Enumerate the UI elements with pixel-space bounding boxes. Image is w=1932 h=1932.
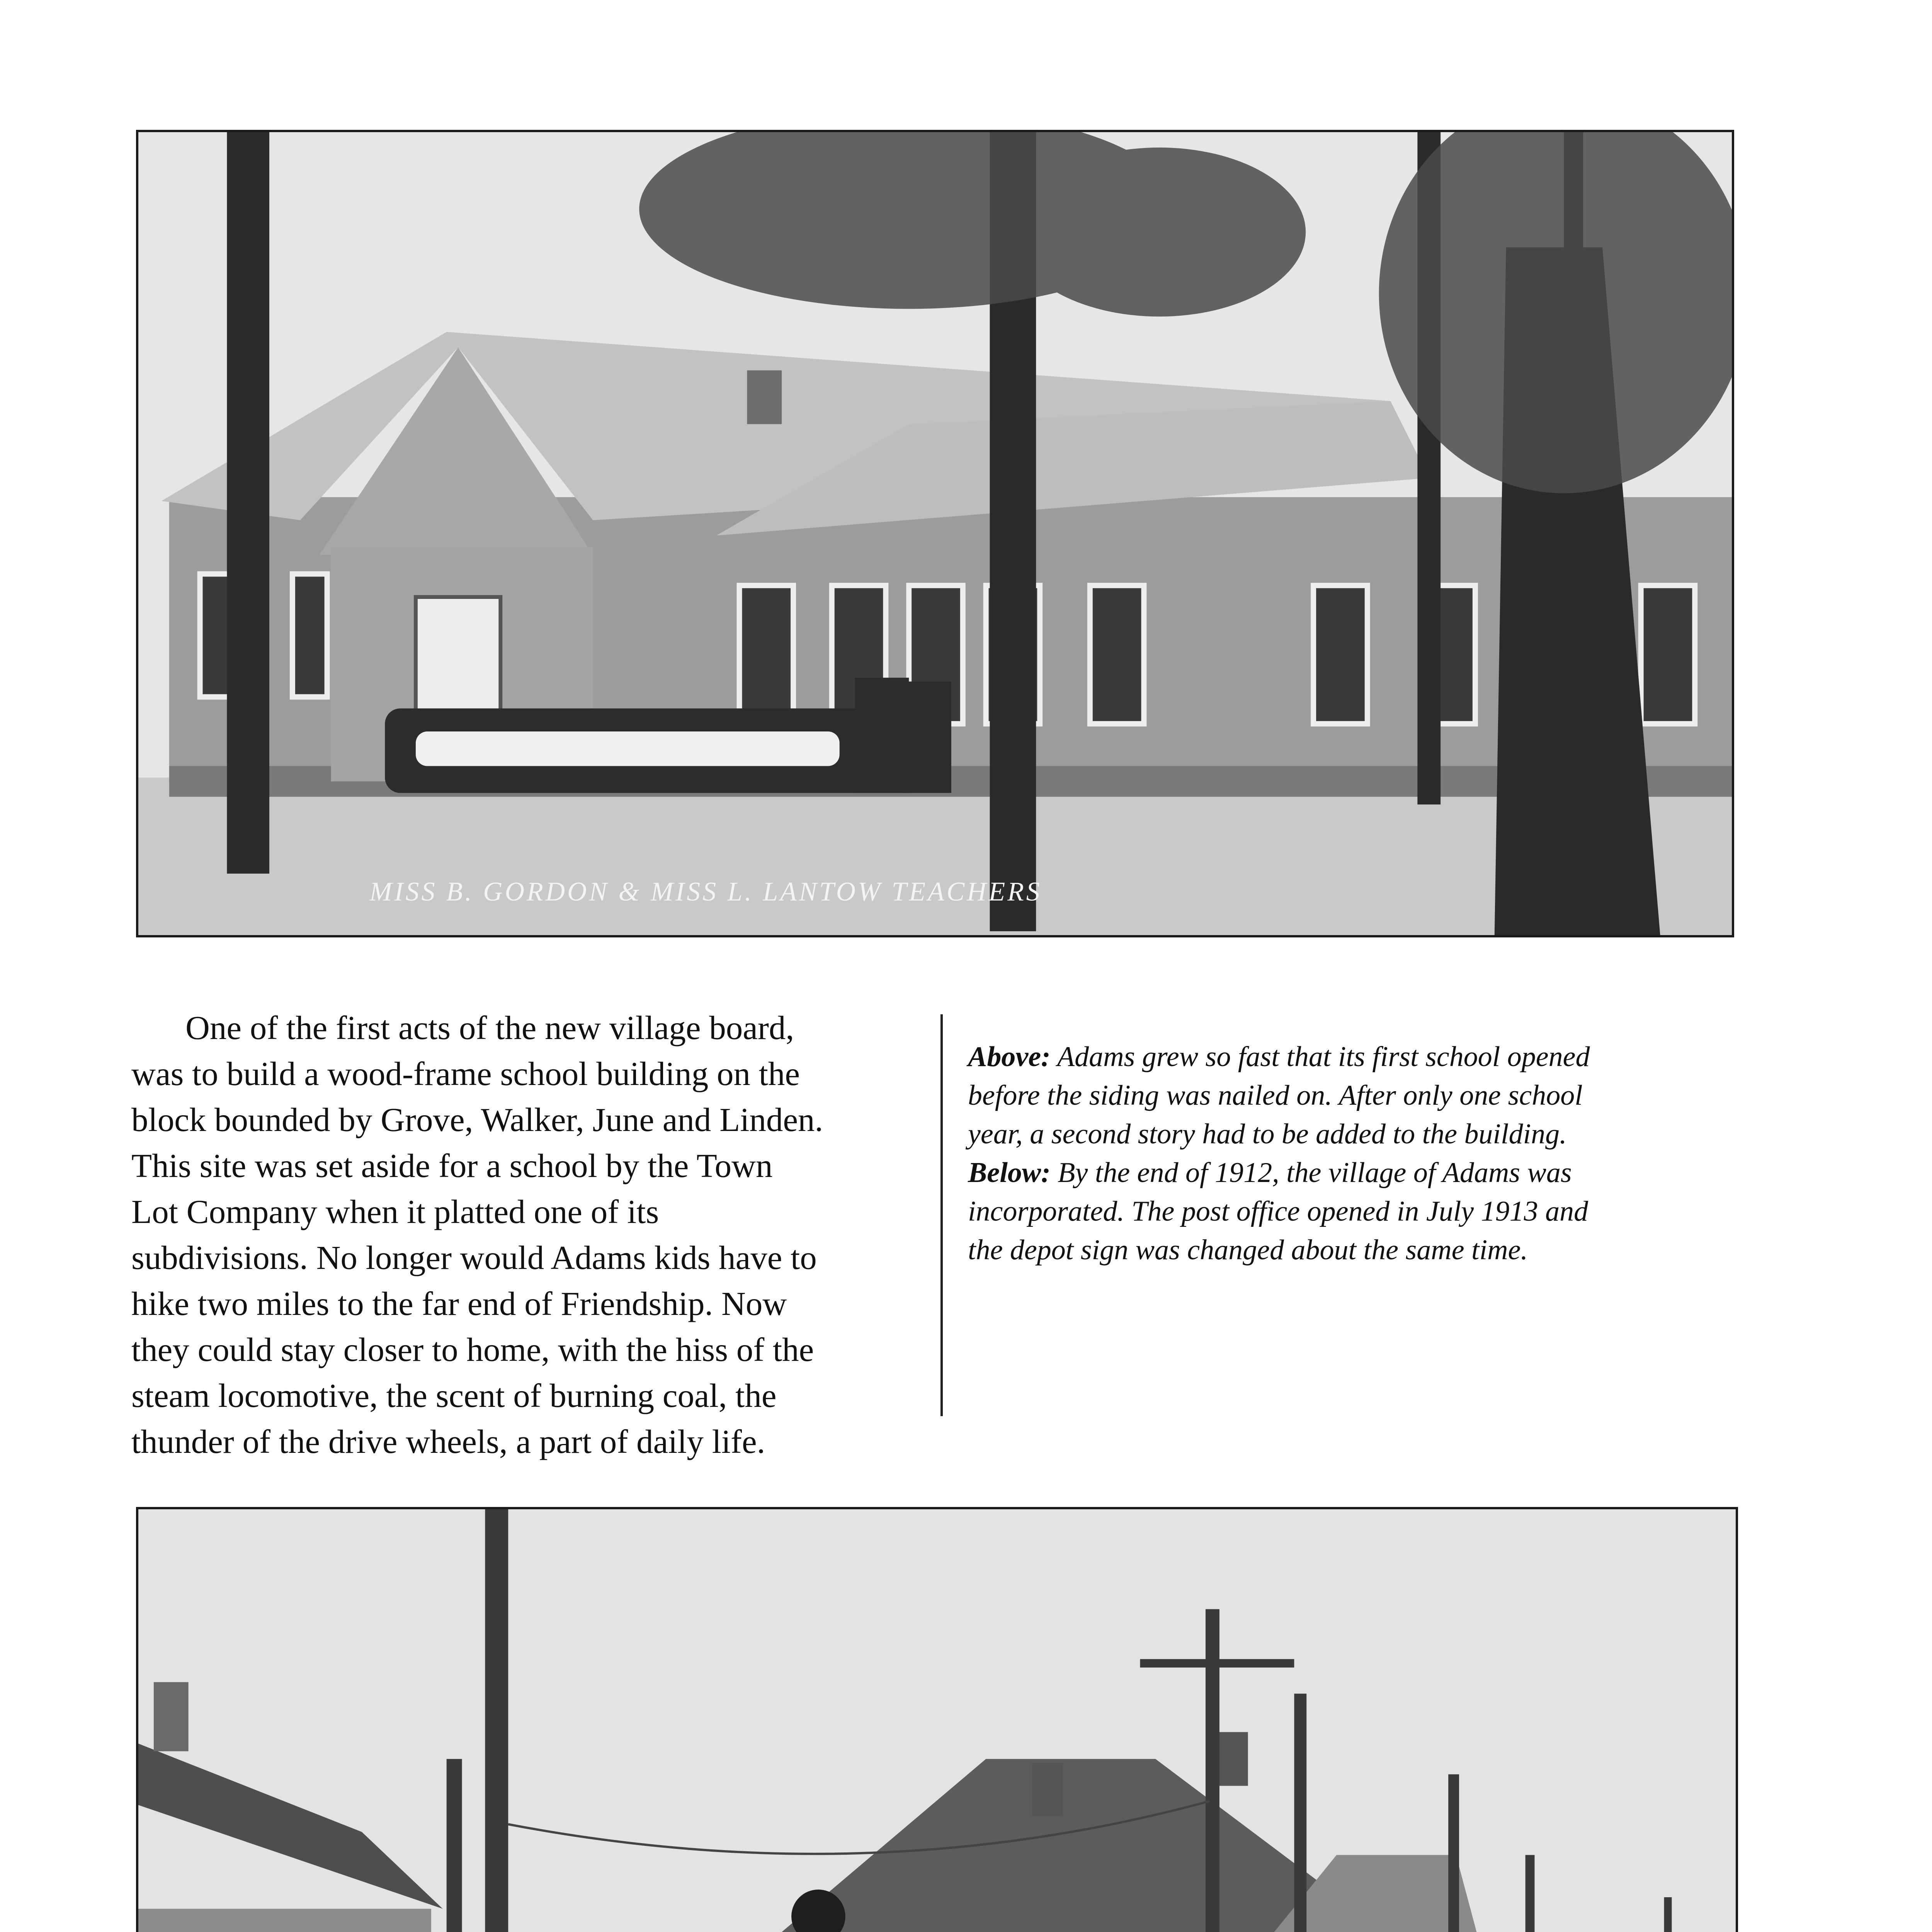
body-paragraph: One of the first acts of the new village board, was to build a wood-frame school building on the block bounded by Grove, Walker, June and Linden. This site was set aside for a school by the Town Lot Company when it platted one of its subdivisions. No longer would Adams kids have to hike two miles to the far end of Friendship. Now they could stay closer to home, with the hiss of the steam locomotive, the scent of burning coal, the thunder of the drive wheels, a part of daily life. (131, 1009, 823, 1460)
photo-caption (968, 1037, 1594, 1269)
schoolhouse-photo (136, 130, 1734, 937)
schoolhouse-photo-image (138, 132, 1732, 935)
caption-above-label: Above: (968, 1041, 1051, 1073)
photo-inscription: MISS B. GORDON & MISS L. LANTOW TEACHERS (369, 877, 1042, 907)
caption-below-text: By the end of 1912, the village of Adams was incorporated. The post office opened in July 1913 and the depot sign was changed about the same time. (968, 1157, 1588, 1266)
caption-below-label: Below: (968, 1157, 1051, 1189)
caption-above-text: Adams grew so fast that its first school opened before the siding was nailed on. After only one school year, a second story had to be added to the building. (968, 1041, 1590, 1150)
depot-photo (136, 1507, 1738, 1932)
column-divider (940, 1014, 943, 1416)
depot-photo-image (138, 1509, 1736, 1932)
